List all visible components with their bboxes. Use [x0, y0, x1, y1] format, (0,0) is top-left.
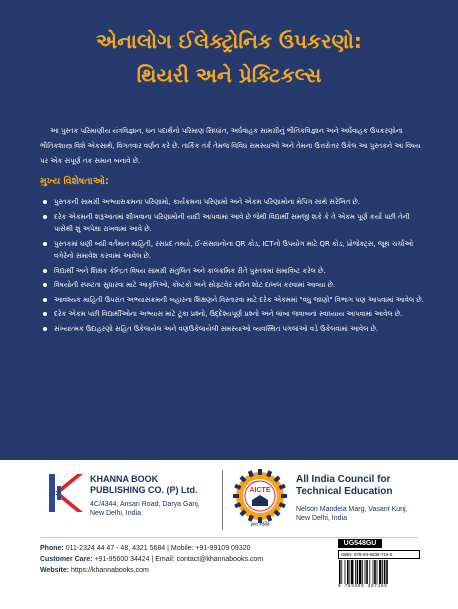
isbn-label: ISBN: 978-93-5538-716-5	[338, 550, 420, 559]
barcode-block	[338, 539, 420, 597]
feature-item: પુસ્તકમાં ઘણી બધી વર્તમાન માહિતી, રસપ્રદ તથ્યો, ઈ-સંસાધનોના QR કોડ, ICTનો ઉપયોગ માટે QR કોડ, પ્રોજેક્ટ્સ, જૂથ ચર્ચાઓ વગેરેનો સમાવેશ કરવામાં આવેલ છે.	[40, 238, 428, 263]
feature-item: વિષયોની સ્પષ્ટતા સુધારવા માટે આકૃતિઓ, કોષ્ટકો અને સોફ્ટવેર સ્ક્રીન શોટ દાખલ કરવામાં આવ્યા છે.	[40, 279, 428, 292]
feature-item: આવશ્યક માહિતી ઉપરાંત અભ્યાસક્રમની બહારના શિક્ષણને વિસ્તારવા માટે દરેક એકમમાં "વધુ જાણો" વિભાગ પણ આપવામાં આવેલ છે.	[40, 294, 428, 307]
publisher-address: 4C/4344, Ansari Road, Darya Ganj, New Delhi, India	[90, 501, 200, 517]
feature-item: સંખ્યાત્મક ઉદાહરણો સહિત ઉકેલાયેલ અને વણઉકેલાયેલી સમસ્યાઓ વ્યવસ્થિત પગલાંઓ વડે ઉકેલવામાં આવેલ છે.	[40, 323, 428, 336]
phone-line: Phone: 011-2324 44 47 - 48, 4321 5684 | Mobile: +91-99109 09320	[40, 545, 251, 552]
book-title-line2: થિયરી અને પ્રેક્ટિકલ્સ	[136, 63, 322, 87]
khanna-logo-icon	[47, 472, 83, 514]
publisher-name: KHANNA BOOK PUBLISHING CO. (P) Ltd.	[90, 474, 198, 495]
aicte-logo-subtext: ज्ञान शक्ति	[250, 522, 270, 528]
feature-item: દરેક એકમ પછી વિદ્યાર્થીઓના અભ્યાસ માટે ટૂંકા પ્રશ્નો, ઉદ્દેશ્યપૂર્ણ પ્રશ્નો અને લાંબા જવાબનાં સ્વાધ્યાય આપવામાં આવેલ છે.	[40, 308, 428, 321]
customer-care-line: Customer Care: +91-95600 34424 | Email: contact@khannabooks.com	[40, 556, 264, 563]
feature-item: વિદ્યાર્થી અને શિક્ષક કેન્દ્રિત વિષય સામગ્રી સંતુલિત અને કાલક્રમિક રીતે પુસ્તકમાં સમાવિષ્ટ કરેલ છે.	[40, 265, 428, 278]
aicte-address: Nelson Mandela Marg, Vasant Kunj, New Delhi, India	[296, 506, 408, 522]
aicte-logo-text: AICTE	[249, 487, 271, 494]
aicte-name: All India Council for Technical Education	[296, 474, 393, 497]
feature-item: પુસ્તકની સામગ્રી અભ્યાસક્રમના પરિણામો, કાર્યક્રમના પરિણામો અને એકમ પરિણામોના મેપિંગ સાથે સંરેખિત છે.	[40, 196, 428, 209]
book-title-line1: એનાલોગ ઈલેક્ટ્રોનિક ઉપકરણો:	[96, 29, 362, 53]
barcode-icon	[338, 560, 418, 584]
website-line: Website: https://khannabooks.com	[40, 567, 149, 574]
features-heading: મુખ્ય વિશેષતાઓ:	[40, 176, 109, 187]
book-description: આ પુસ્તક પરિમાણીય યંત્રવિજ્ઞાન, ઘન પદાર્થનો પરિમાણ સિધ્ધાંત, અર્ધવાહક સામગ્રીનું ભૌતિકવિજ્ઞાન અને અર્ધવાહક ઉપકરણોના ભૌતિકશાસ્ત્ર વિશે એકસાથે, વિગતવાર વર્ણન કરે છે. તાર્કિક તર્ક તેમજ વિવિધ સમસ્યાઓ અને તેમના ઉત્તરોત્તર ઉકેલ આ પુસ્તકને આ વિષય પર એક સંપૂર્ણ તક સમાન બનાવે છે.	[40, 127, 421, 165]
logo-divider	[222, 470, 223, 530]
contact-divider	[40, 537, 418, 538]
book-code: UG548GU	[338, 539, 382, 548]
feature-item: દરેક એકમની શરૂઆતમાં શીખવાના પરિણામોની યાદી આપવામાં આવે છે જેથી વિદ્યાર્થી સમજી શકે કે તે એકમ પૂર્ણ કર્યા પછી તેની પાસેથી શું અપેક્ષા રાખવામાં આવે છે.	[40, 211, 428, 236]
features-list	[40, 196, 428, 337]
aicte-logo-icon	[232, 468, 288, 528]
contact-block	[40, 543, 310, 576]
barcode-digits: 9 789355 387165	[338, 584, 388, 589]
